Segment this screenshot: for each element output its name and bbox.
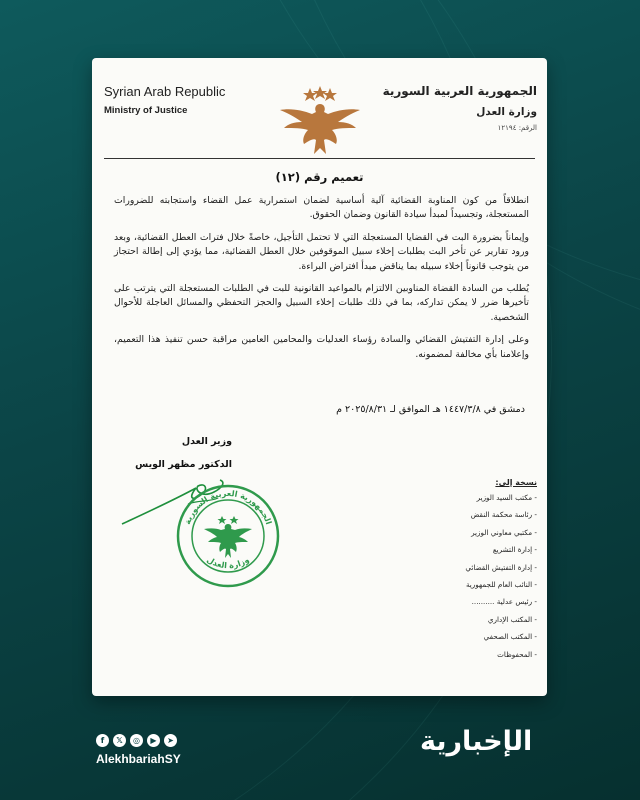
paragraph: وإيماناً بضرورة البت في القضايا المستعجلة التي لا تحتمل التأجيل، خاصةً خلال فترات العطل القضائية، وبعد ورود تقارير عن تأخر البت بطلبات إخلاء سبيل الموقوفين خلال العطل القضائية، مما يؤدي إلى إطالة احتجاز من يتوجب قانوناً إخلاء سبيله بما يناقض مبدأ افتراض البراءة.: [114, 231, 529, 272]
signatory-title: وزير العدل: [181, 436, 232, 447]
header-arabic: [383, 84, 537, 132]
paragraph: وعلى إدارة التفتيش القضائي والسادة رؤساء العدليات والمحامين العامين مراقبة حسن تنفيذ هذا التعميم، وإعلامنا بأي مخالفة لمضمونه.: [114, 334, 529, 360]
paragraph: انطلاقاً من كون المناوبة القضائية آلية أساسية لضمان استمرارية عمل القضاء واستجابته للضرورات المستعجلة، وتجسيداً لمبدأ سيادة القانون وضمان الحقوق.: [114, 195, 529, 221]
circular-title: تعميم رقم (١٢): [275, 170, 364, 184]
header-english: [104, 84, 225, 116]
document-page: [92, 58, 547, 696]
copies-heading: نسخة إلى:: [495, 478, 537, 487]
brand-logo: الإخبارية: [420, 726, 533, 757]
x-icon[interactable]: 𝕏: [113, 734, 126, 747]
ministry-name-ar: وزارة العدل: [476, 106, 537, 118]
list-item: - مكتب السيد الوزير: [476, 493, 537, 502]
social-icons: [96, 734, 177, 747]
list-item: - المكتب الصحفي: [483, 632, 537, 642]
reference-number: الرقم: ١٢١٩٤: [497, 124, 537, 132]
header-divider: [104, 158, 535, 159]
list-item: - النائب العام للجمهورية: [465, 579, 537, 589]
telegram-icon[interactable]: ➤: [164, 734, 177, 747]
instagram-icon[interactable]: ◎: [130, 734, 143, 747]
list-item: - إدارة التفتيش القضائي: [465, 562, 537, 572]
country-name-en: Syrian Arab Republic: [104, 84, 226, 99]
list-item: - رئاسة محكمة النقض: [470, 510, 537, 520]
syrian-eagle-emblem-icon: [276, 84, 364, 158]
date-line: دمشق في ١٤٤٧/٣/٨ هـ الموافق لـ ٢٠٢٥/٨/٣١ م: [336, 404, 525, 415]
social-handle: AlekhbariahSY: [96, 752, 181, 766]
facebook-icon[interactable]: f: [96, 734, 109, 747]
paragraph: يُطلب من السادة القضاة المناوبين الالتزام بالمواعيد القانونية للبت في الطلبات المستعجلة التي يترتب على تأخيرها ضرر لا يمكن تداركه، بما في ذلك طلبات إخلاء السبيل والحجز التحفظي والمسائل العاجلة للأحوال الشخصية.: [114, 283, 529, 323]
ministry-name-en: Ministry of Justice: [104, 105, 188, 116]
youtube-icon[interactable]: ▶: [147, 734, 160, 747]
list-item: - رئيس عدلية ..........: [471, 597, 537, 607]
signatory-name: الدكتور مظهر الويس: [135, 459, 232, 470]
ministry-seal-icon: [174, 482, 282, 590]
copies-list: [465, 478, 537, 667]
list-item: - المحفوظات: [497, 649, 537, 659]
list-item: - المكتب الإداري: [487, 614, 537, 624]
list-item: - إدارة التشريع: [492, 545, 537, 555]
country-name-ar: الجمهورية العربية السورية: [382, 84, 537, 98]
list-item: - مكتبي معاوني الوزير: [471, 527, 537, 537]
seal-text-bottom: وزارة العدل: [205, 555, 251, 571]
circular-body: [114, 194, 529, 370]
seal-text-top: الجمهورية العربية السورية: [182, 488, 274, 526]
